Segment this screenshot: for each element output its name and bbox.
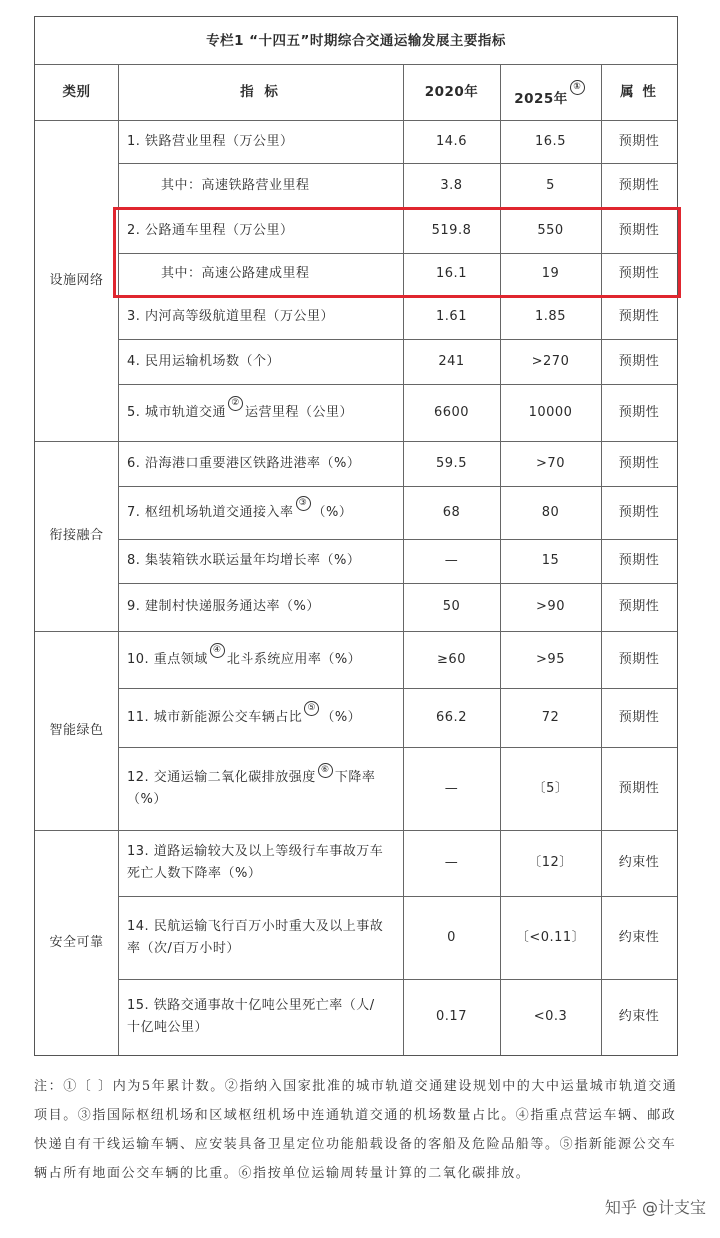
indicator-line: 率（次/百万小时） — [127, 940, 240, 956]
category-facility-network: 设施网络 — [49, 272, 104, 288]
value-2025: 〔5〕 — [532, 780, 569, 796]
indicator-text: （%） — [312, 504, 353, 520]
value-2025: >270 — [531, 353, 570, 369]
value-attribute: 预期性 — [618, 177, 660, 193]
footnote-marker: ① — [570, 80, 585, 95]
value-attribute: 预期性 — [618, 504, 660, 520]
row-indicator — [127, 830, 399, 896]
value-attribute: 预期性 — [618, 404, 660, 420]
indicator-text: 12. 交通运输二氧化碳排放强度 — [127, 769, 316, 785]
value-attribute: 预期性 — [618, 780, 660, 796]
indicator-line: （%） — [127, 791, 167, 807]
value-2020: 0 — [447, 929, 456, 945]
indicator-line: 15. 铁路交通事故十亿吨公里死亡率（人/ — [127, 998, 375, 1013]
indicator-table — [34, 16, 678, 1056]
value-2025: 10000 — [528, 404, 573, 420]
value-2025: 80 — [541, 504, 560, 520]
value-2025: >90 — [536, 599, 565, 614]
header-indicator: 指 标 — [240, 84, 281, 100]
value-attribute: 预期性 — [618, 266, 660, 281]
footnote-marker: ④ — [210, 643, 225, 658]
value-2020: 16.1 — [436, 266, 467, 281]
header-attribute: 属 性 — [620, 84, 658, 100]
row-indicator — [127, 384, 399, 441]
category-connection-integration: 衔接融合 — [49, 528, 104, 543]
indicator-text: 11. 城市新能源公交车辆占比 — [127, 709, 303, 725]
indicator-text: 下降率 — [334, 769, 376, 785]
indicator-text: 北斗系统应用率（%） — [226, 651, 362, 667]
row-indicator — [127, 688, 399, 747]
value-attribute: 预期性 — [618, 709, 660, 725]
footnote-marker: ② — [228, 396, 243, 411]
value-attribute: 预期性 — [618, 353, 660, 369]
value-2020: 6600 — [433, 404, 470, 420]
indicator-text: 10. 重点领域 — [127, 651, 208, 667]
row-indicator — [127, 979, 399, 1055]
table-title: 专栏1 “十四五”时期综合交通运输发展主要指标 — [206, 32, 506, 49]
value-2025: <0.3 — [533, 1009, 568, 1024]
value-2025: 〔<0.11〕 — [515, 929, 586, 945]
highlight-box — [113, 207, 681, 298]
value-attribute: 预期性 — [618, 599, 660, 614]
row-indicator: 3. 内河高等级航道里程（万公里） — [127, 309, 335, 324]
value-2020: 241 — [438, 353, 465, 369]
value-2025: 1.85 — [535, 309, 566, 324]
value-2025: >70 — [536, 455, 565, 471]
value-2025: 72 — [541, 709, 560, 725]
value-2020: 59.5 — [436, 455, 467, 471]
indicator-line: 13. 道路运输较大及以上等级行车事故万车 — [127, 844, 384, 859]
watermark: 知乎 @计支宝 — [604, 1198, 706, 1217]
row-indicator: 8. 集装箱铁水联运量年均增长率（%） — [127, 553, 361, 568]
indicator-text: 7. 枢纽机场轨道交通接入率 — [127, 504, 294, 520]
value-attribute: 预期性 — [618, 651, 660, 667]
value-2025: 15 — [541, 553, 560, 568]
indicator-text: 运营里程（公里） — [245, 404, 354, 420]
value-2025: 5 — [546, 177, 555, 193]
value-2020: 14.6 — [436, 133, 467, 149]
indicator-text: 5. 城市轨道交通 — [127, 404, 227, 420]
value-attribute: 约束性 — [618, 1009, 660, 1024]
value-2020: 3.8 — [440, 177, 463, 193]
value-attribute: 约束性 — [618, 929, 660, 945]
value-2020: 519.8 — [431, 222, 472, 238]
row-indicator — [127, 486, 399, 539]
header-2025 — [500, 64, 601, 120]
category-smart-green: 智能绿色 — [49, 722, 104, 738]
value-attribute: 预期性 — [618, 133, 660, 149]
indicator-line: 14. 民航运输飞行百万小时重大及以上事故 — [127, 918, 384, 934]
header-category: 类别 — [62, 84, 91, 100]
category-safety: 安全可靠 — [49, 934, 104, 950]
footnote-marker: ⑤ — [304, 701, 319, 716]
value-2025: >95 — [536, 651, 565, 667]
value-2025: 〔12〕 — [528, 855, 573, 870]
footnote-marker: ⑥ — [318, 763, 333, 778]
value-attribute: 预期性 — [618, 553, 660, 568]
row-indicator: 其中：高速公路建成里程 — [161, 266, 310, 281]
indicator-line: 十亿吨公里） — [127, 1020, 209, 1035]
value-2025: 16.5 — [535, 133, 566, 149]
value-2025: 550 — [537, 222, 564, 238]
header-2020: 2020年 — [424, 84, 479, 100]
value-attribute: 预期性 — [618, 309, 660, 324]
row-indicator — [127, 747, 399, 830]
header-2025-label: 2025年 — [514, 91, 568, 107]
value-2020: 50 — [442, 599, 461, 614]
row-indicator — [127, 631, 399, 688]
value-attribute: 预期性 — [618, 455, 660, 471]
value-2020: 66.2 — [436, 709, 467, 725]
row-indicator — [127, 896, 399, 979]
footnote-text: 注：①〔 〕内为5年累计数。②指纳入国家批准的城市轨道交通建设规划中的大中运量城市轨道交通项目。③指国际枢纽机场和区域枢纽机场中连通轨道交通的机场数量占比。④指重点营运车辆、邮政快递自有干线运输车辆、应安装具备卫星定位功能船载设备的客船及危险品船等。⑤指新能源公交车辆占所有地面公交车辆的比重。⑥指按单位运输周转量计算的二氧化碳排放。 — [34, 1079, 678, 1181]
row-indicator: 4. 民用运输机场数（个） — [127, 353, 281, 369]
indicator-line — [127, 764, 376, 789]
indicator-text: （%） — [321, 709, 362, 725]
row-indicator: 2. 公路通车里程（万公里） — [127, 222, 294, 238]
value-2020: 0.17 — [436, 1009, 467, 1024]
row-indicator: 1. 铁路营业里程（万公里） — [127, 133, 294, 149]
value-2020: ≥60 — [437, 651, 466, 667]
value-2020: — — [444, 553, 459, 568]
value-attribute: 约束性 — [618, 855, 660, 870]
value-2020: 68 — [442, 504, 461, 520]
footnote-marker: ③ — [296, 496, 311, 511]
value-2020: — — [444, 855, 459, 870]
row-indicator: 其中：高速铁路营业里程 — [161, 177, 310, 193]
value-2020: — — [444, 780, 459, 796]
row-indicator: 9. 建制村快递服务通达率（%） — [127, 599, 320, 614]
row-indicator: 6. 沿海港口重要港区铁路进港率（%） — [127, 455, 361, 471]
value-2020: 1.61 — [436, 309, 467, 324]
value-attribute: 预期性 — [618, 222, 660, 238]
value-2025: 19 — [541, 266, 560, 281]
indicator-line: 死亡人数下降率（%） — [127, 866, 262, 881]
